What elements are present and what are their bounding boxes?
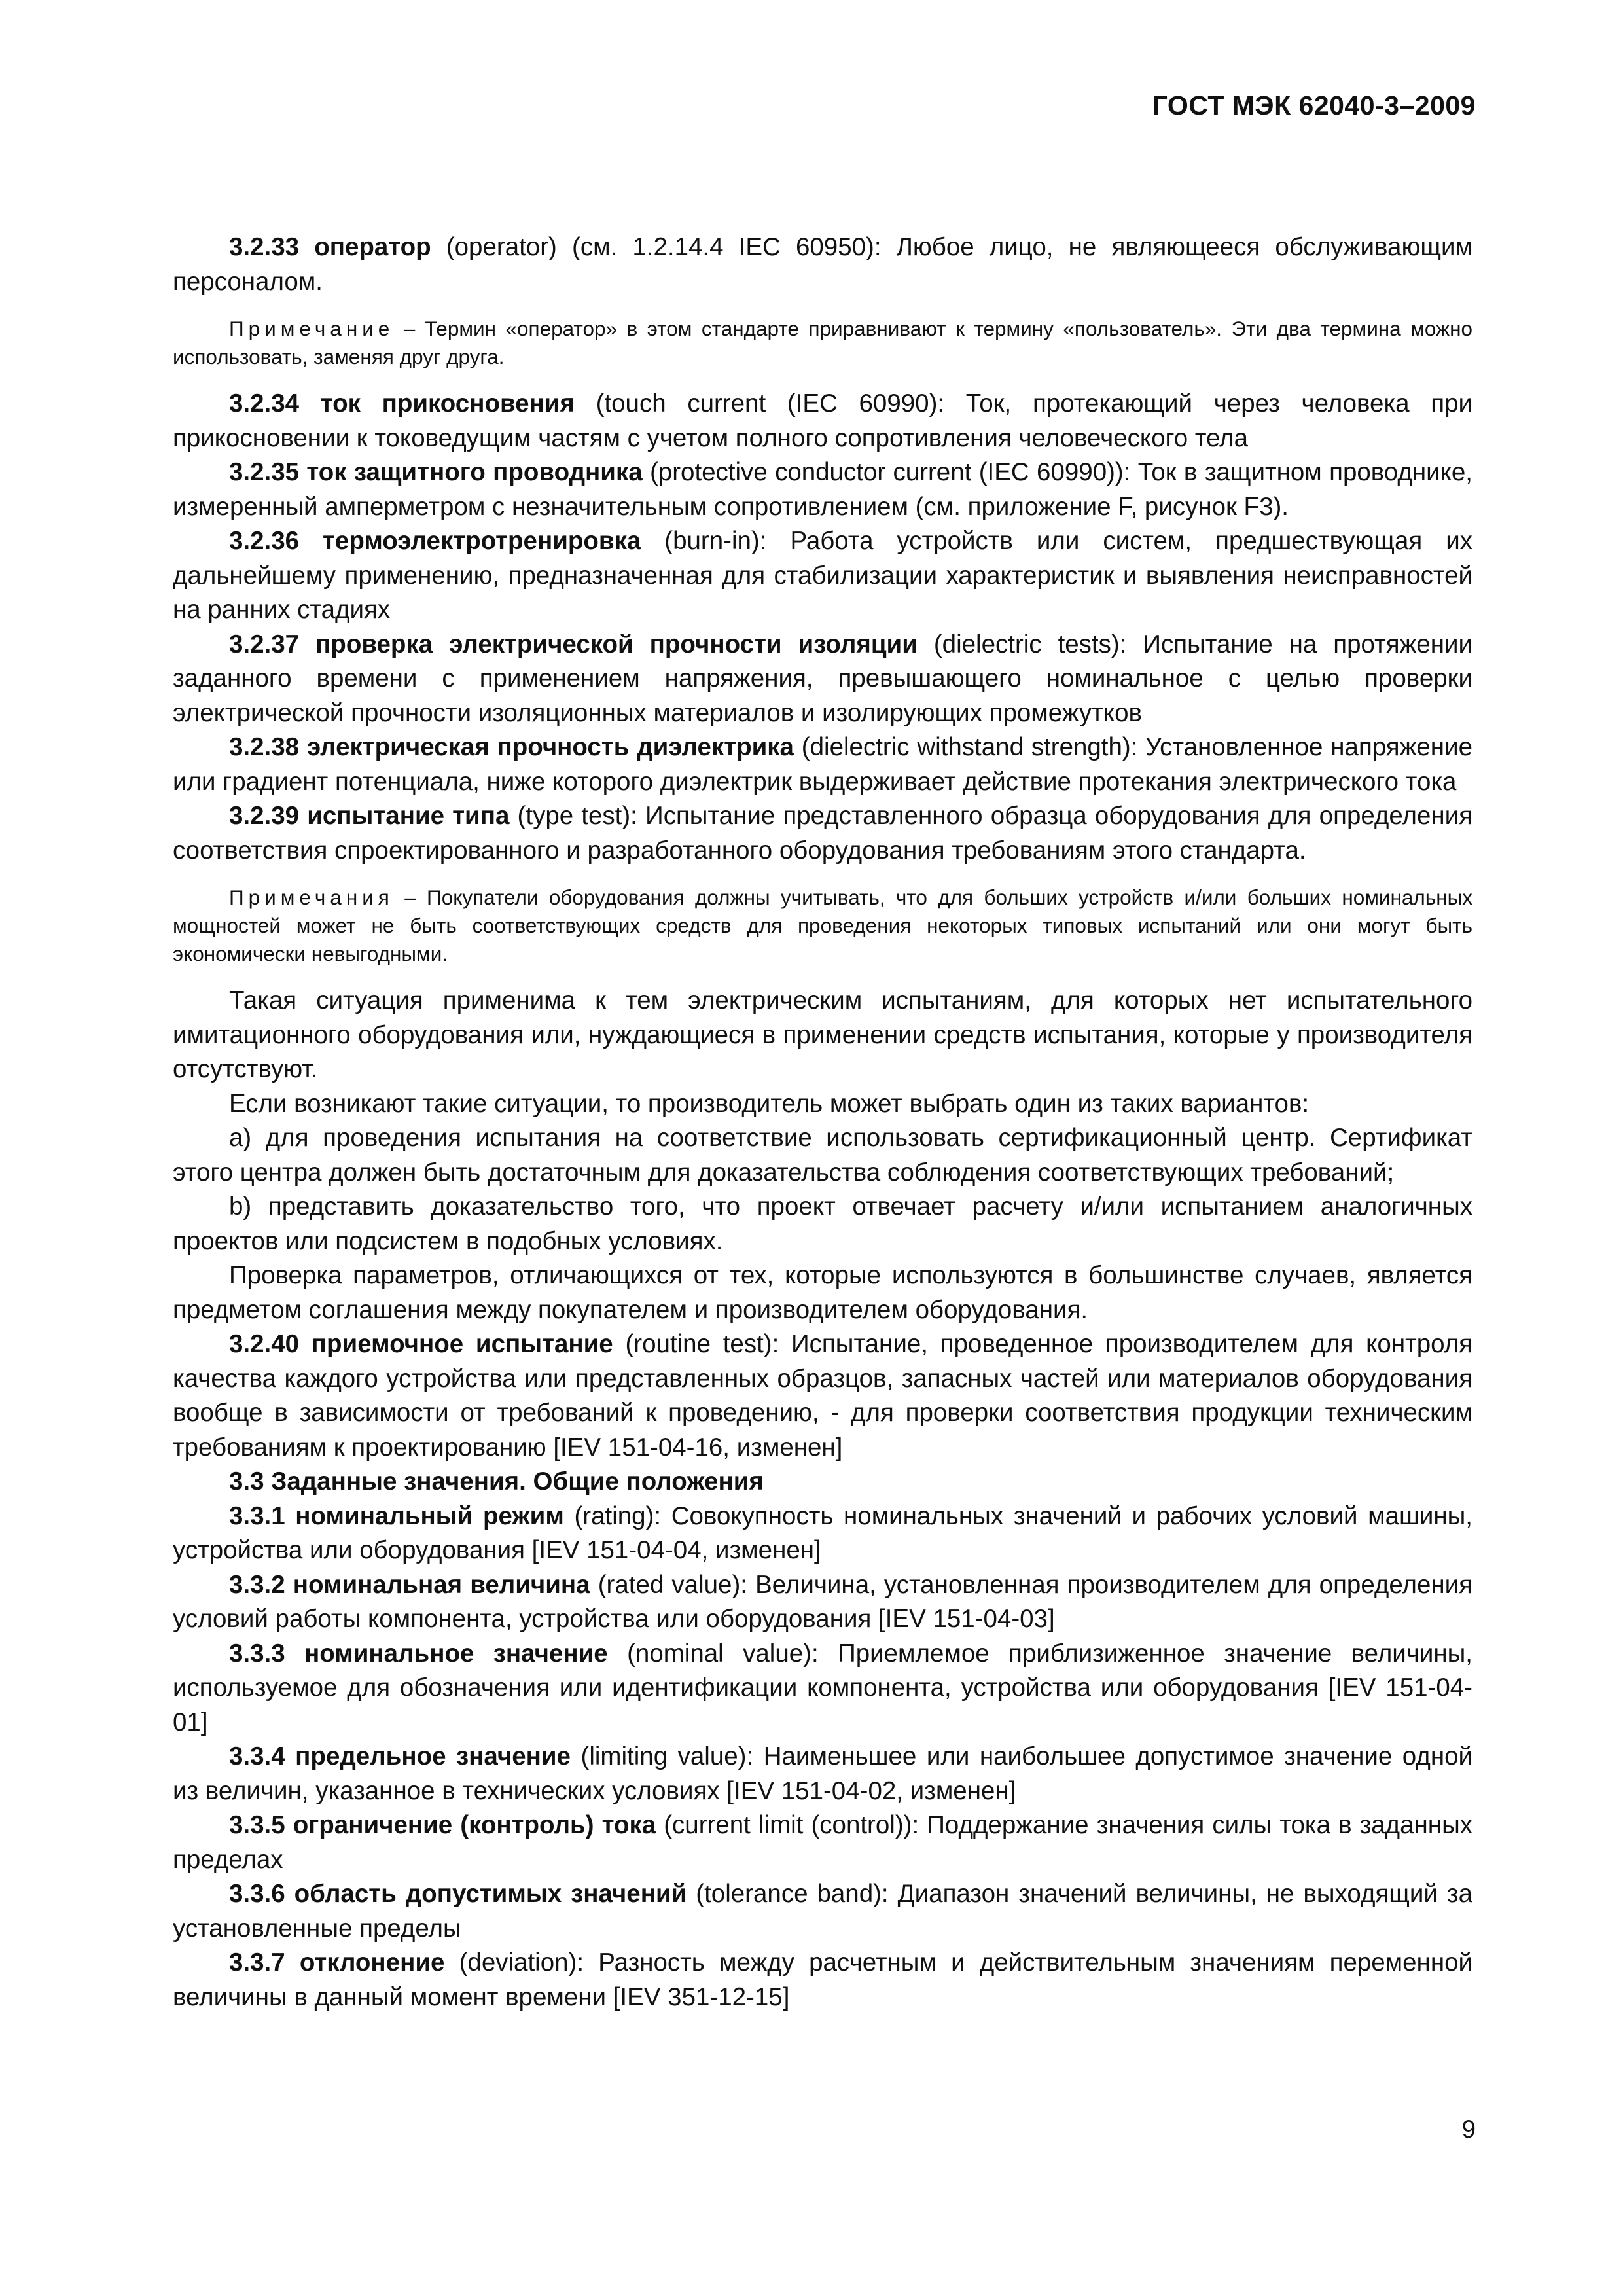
term-definition: (dielectric withstand strength): Установленное напряжение или градиент потенциала, ниже которого диэлектрик выдерживает действие протекания электрического тока [173,733,1472,796]
term-name: предельное значение [295,1742,571,1770]
term-number: 3.2.37 [229,630,300,658]
definition-3-3-4 [173,1740,1472,1808]
paragraph-situation: Такая ситуация применима к тем электрическим испытаниям, для которых нет испытательного имитационного оборудования или, нуждающиеся в применении средств испытания, которые у производителя отсутствуют. [173,986,1472,1083]
term-definition: (touch current (IEC 60990): Ток, протекающий через человека при прикосновении к токоведущим частям с учетом полного сопротивления человеческого тела [173,389,1473,452]
section-title: 3.3 Заданные значения. Общие положения [229,1467,764,1496]
term-name: ограничение (контроль) тока [293,1811,656,1839]
term-definition: (burn-in): Работа устройств или систем, предшествующая их дальнейшему применению, предназначенная для стабилизации характеристик и выявления неисправностей на ранних стадиях [173,527,1472,624]
term-number: 3.3.1 [229,1501,285,1530]
term-name: номинальное значение [304,1639,608,1668]
note-text: – Термин «оператор» в этом стандарте приравнивают к термину «пользователь». Эти два термина можно использовать, заменяя друг друга. [173,317,1472,368]
term-number: 3.3.6 [229,1880,285,1908]
term-name: испытание типа [307,802,510,830]
term-number: 3.2.33 [229,233,300,261]
term-definition: (limiting value): Наименьшее или наибольшее допустимое значение одной из величин, указанное в технических условиях [IEV 151-04-02, изменен] [173,1742,1473,1805]
definition-3-2-37 [173,628,1472,731]
note-text: – Покупатели оборудования должны учитывать, что для больших устройств и/или больших номинальных мощностей может не быть соответствующих средств для проведения некоторых типовых испытаний или они могут быть экономически невыгодными. [173,886,1472,965]
term-number: 3.2.34 [229,389,300,418]
term-number: 3.3.2 [229,1570,285,1599]
term-number: 3.3.3 [229,1639,285,1668]
term-definition: (current limit (control)): Поддержание значения силы тока в заданных пределах [173,1811,1472,1874]
definition-3-3-7 [173,1946,1472,2015]
definition-3-2-33 [173,230,1472,299]
definition-3-2-40 [173,1327,1472,1465]
term-definition: (rating): Совокупность номинальных значений и рабочих условий машины, устройства или оборудования [IEV 151-04-04, изменен] [173,1501,1472,1564]
term-name: ток защитного проводника [306,458,643,486]
term-definition: (dielectric tests): Испытание на протяжении заданного времени с применением напряжения, превышающего номинальное с целью проверки электрической прочности изоляционных материалов и изолирующих промежутков [173,630,1472,727]
definition-3-3-3 [173,1637,1472,1740]
paragraph-option-b: b) представить доказательство того, что проект отвечает расчету и/или испытанием аналогичных проектов или подсистем в подобных условиях. [173,1193,1472,1255]
term-definition: (operator) (см. 1.2.14.4 IEC 60950): Любое лицо, не являющееся обслуживающим персоналом. [173,233,1472,296]
note-buyers [173,884,1472,968]
term-definition: (routine test): Испытание, проведенное производителем для контроля качества каждого устройства или представленных образцов, запасных частей или материалов оборудования вообще в зависимости от требований к проведению, - для проверки соответствия продукции техническим требованиям к проектированию [IEV 151-04-16, изменен] [173,1330,1473,1462]
section-heading-3-3 [173,1465,1472,1499]
term-name: номинальная величина [293,1570,590,1599]
term-number: 3.2.39 [229,802,300,830]
term-number: 3.3.7 [229,1948,285,1977]
paragraph-parameters-check: Проверка параметров, отличающихся от тех, которые используются в большинстве случаев, является предметом соглашения между покупателем и производителем оборудования. [173,1261,1472,1324]
term-definition: (type test): Испытание представленного образца оборудования для определения соответствия спроектированного и разработанного оборудования требованиям этого стандарта. [173,802,1473,865]
term-definition: (deviation): Разность между расчетным и действительным значениям переменной величины в данный момент времени [IEV 351-12-15] [173,1948,1473,2011]
term-name: термоэлектротренировка [323,527,641,555]
definition-3-3-1 [173,1499,1472,1568]
term-name: ток прикосновения [320,389,575,418]
term-name: номинальный режим [295,1501,564,1530]
term-name: проверка электрической прочности изоляции [315,630,918,658]
document-code-header: ГОСТ МЭК 62040-3–2009 [1152,90,1476,120]
definition-3-2-35 [173,456,1472,524]
document-body [173,230,1472,2015]
note-operator [173,315,1472,371]
definition-3-2-39 [173,799,1472,868]
definition-3-3-6 [173,1877,1472,1946]
term-number: 3.2.36 [229,527,300,555]
definition-3-3-2 [173,1568,1472,1637]
term-definition: (tolerance band): Диапазон значений величины, не выходящий за установленные пределы [173,1880,1472,1943]
term-number: 3.2.38 [229,733,300,761]
term-number: 3.2.35 [229,458,300,486]
definition-3-2-38 [173,730,1472,799]
page-number: 9 [1461,2115,1476,2144]
term-name: область допустимых значений [294,1880,687,1908]
definition-3-2-36 [173,524,1472,628]
paragraph-options-intro: Если возникают такие ситуации, то производитель может выбрать один из таких вариантов: [229,1089,1310,1118]
definition-3-2-34 [173,387,1472,456]
term-number: 3.3.5 [229,1811,285,1839]
note-label: Примечание [229,317,395,340]
term-definition: (rated value): Величина, установленная производителем для определения условий работы компонента, устройства или оборудования [IEV 151-04-03] [173,1570,1473,1633]
term-name: оператор [314,233,431,261]
term-number: 3.2.40 [229,1330,300,1358]
term-name: отклонение [299,1948,445,1977]
paragraph-option-a: a) для проведения испытания на соответствие использовать сертификационный центр. Сертификат этого центра должен быть достаточным для доказательства соблюдения соответствующих требований; [173,1124,1472,1187]
term-definition: (protective conductor current (IEC 60990)): Ток в защитном проводнике, измеренный амперметром с незначительным сопротивлением (см. приложение F, рисунок F3). [173,458,1472,521]
term-name: электрическая прочность диэлектрика [306,733,794,761]
definition-3-3-5 [173,1808,1472,1877]
term-number: 3.3.4 [229,1742,285,1770]
term-definition: (nominal value): Приемлемое приблизиженное значение величины, используемое для обозначения или идентификации компонента, устройства или оборудования [IEV 151-04-01] [173,1639,1472,1736]
note-label: Примечания [229,886,394,909]
term-name: приемочное испытание [311,1330,613,1358]
